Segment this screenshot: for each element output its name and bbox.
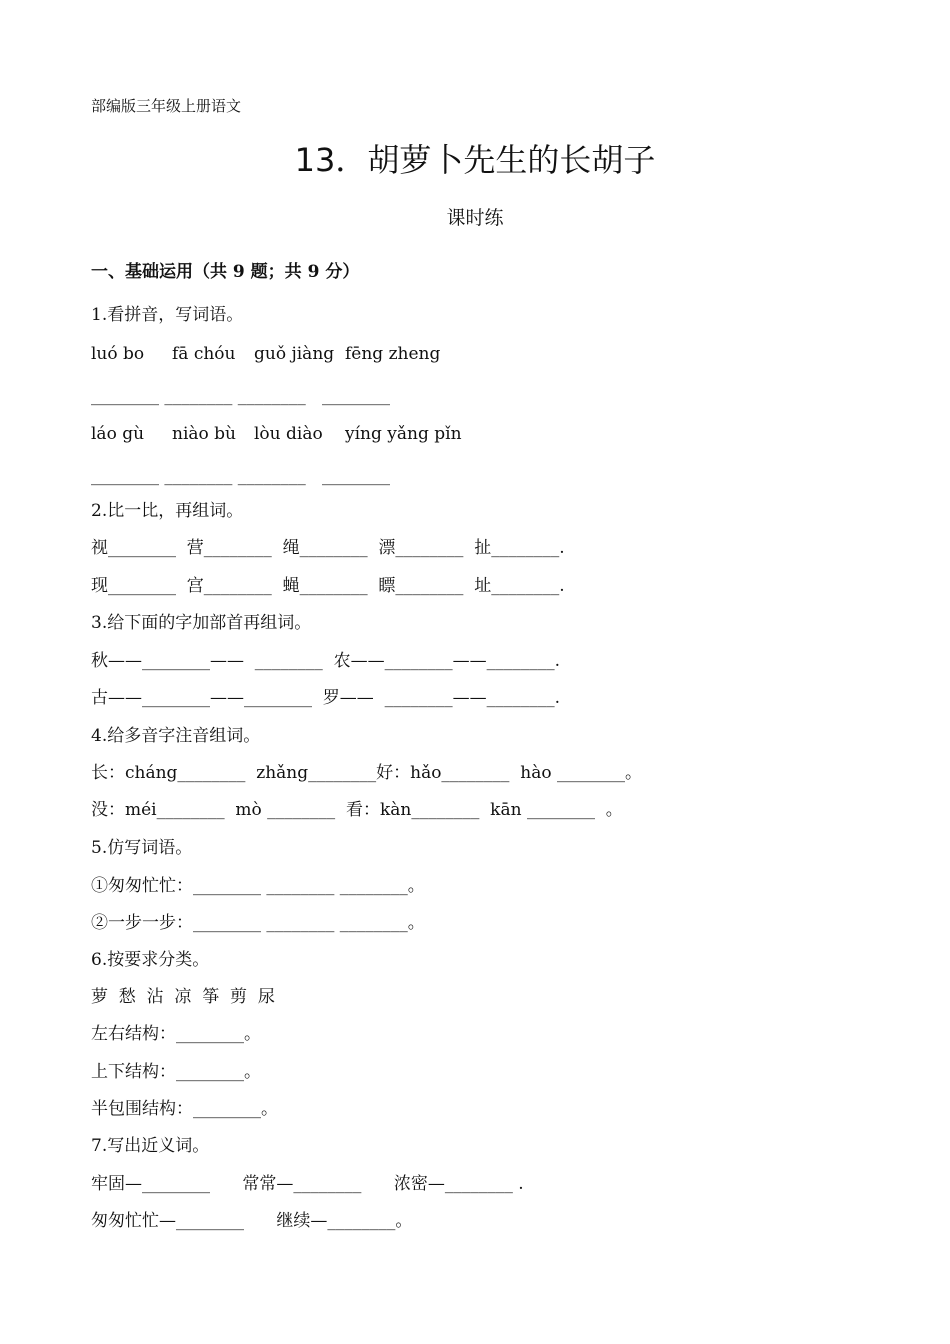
answer-blanks[interactable]: ________ ________ ________ ________ [91,386,391,406]
question-line[interactable]: 没：méi________ mò ________ 看：kàn________ kān ________ 。 [91,800,623,820]
question-line[interactable]: 古——________——________ 罗—— ________——________. [91,688,561,708]
pinyin-item: luó bo [91,344,145,364]
question-2-prompt: 2.比一比，再组词。 [91,501,244,521]
page-title: 13．胡萝卜先生的长胡子 [294,141,656,179]
question-line[interactable]: 现________ 宫________ 蝇________ 瞟________ 址________. [91,576,565,596]
pinyin-item: lòu diào [254,424,323,444]
question-4-prompt: 4.给多音字注音组词。 [91,726,261,746]
pinyin-item: yíng yǎng pǐn [345,424,462,444]
question-1-prompt: 1.看拼音，写词语。 [91,305,244,325]
section-heading: 一、基础运用（共 9 题；共 9 分） [91,262,360,282]
question-line[interactable]: 秋——________—— ________ 农——________——________. [91,651,561,671]
answer-blanks[interactable]: ________ ________ ________ ________ [91,466,391,486]
question-line[interactable]: 上下结构：________。 [91,1062,261,1082]
question-3-prompt: 3.给下面的字加部首再组词。 [91,613,312,633]
pinyin-item: láo gù [91,424,145,444]
page-subtitle: 课时练 [446,207,504,229]
edition-label: 部编版三年级上册语文 [91,97,242,115]
question-line[interactable]: 左右结构：________。 [91,1024,261,1044]
question-line[interactable]: ②一步一步：________ ________ ________。 [91,913,425,933]
question-line[interactable]: ①匆匆忙忙：________ ________ ________。 [91,876,425,896]
question-line[interactable]: 长：cháng________ zhǎng________好：hǎo________ hào ________。 [91,763,642,783]
question-line[interactable]: 视________ 营________ 绳________ 漂________ 扯________. [91,538,565,558]
pinyin-item: fā chóu [172,344,236,364]
pinyin-item: guǒ jiàng [254,344,335,364]
question-line[interactable]: 匆匆忙忙—________ 继续—________。 [91,1211,413,1231]
pinyin-item: niào bù [172,424,236,444]
question-line[interactable]: 牢固—________ 常常—________ 浓密—________ . [91,1174,524,1194]
character-list: 萝 愁 沾 凉 筝 剪 尿 [91,987,275,1007]
question-5-prompt: 5.仿写词语。 [91,838,193,858]
question-line[interactable]: 半包围结构：________。 [91,1099,278,1119]
question-6-prompt: 6.按要求分类。 [91,950,210,970]
question-7-prompt: 7.写出近义词。 [91,1136,210,1156]
pinyin-item: fēng zheng [345,344,441,364]
